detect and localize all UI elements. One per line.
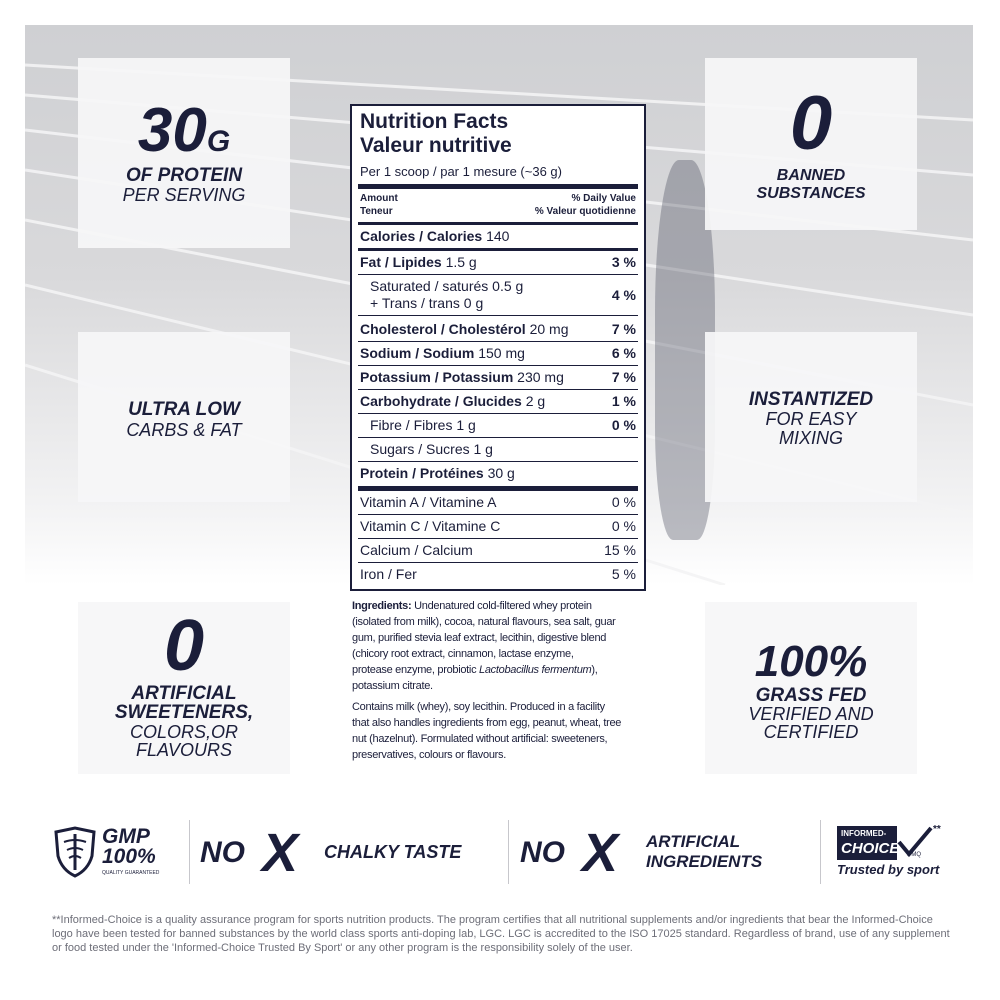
gmp-small: QUALITY GUARANTEED bbox=[102, 870, 160, 876]
gmp-badge bbox=[52, 824, 177, 882]
ingredients-block bbox=[352, 598, 644, 694]
nf-row-protein bbox=[360, 465, 636, 481]
banned-line2: SUBSTANCES bbox=[756, 185, 866, 202]
informed-choice-tagline: Trusted by sport bbox=[837, 862, 940, 877]
caduceus-shield-icon bbox=[52, 826, 98, 878]
nf-row-saturated bbox=[370, 278, 636, 312]
nf-amount-en: Amount bbox=[360, 193, 398, 204]
no-artificial-badge bbox=[520, 822, 810, 882]
nf-amount: 30 g bbox=[487, 465, 515, 481]
nf-divider bbox=[358, 486, 638, 491]
nf-label: Fibre / Fibres 1 g bbox=[370, 417, 476, 433]
nf-divider bbox=[358, 538, 638, 539]
gmp-percent: 100% bbox=[102, 845, 156, 868]
artificial-line4: FLAVOURS bbox=[135, 740, 233, 760]
grassfed-line3: CERTIFIED bbox=[763, 722, 859, 742]
nf-dv: 7 % bbox=[611, 321, 636, 337]
instant-line3: MIXING bbox=[778, 428, 843, 448]
ingredients-heading: Ingredients: bbox=[352, 600, 412, 612]
informed-choice-small: DMQ bbox=[907, 852, 921, 858]
informed-choice-stars: ** bbox=[933, 824, 941, 835]
x-mark-icon: X bbox=[262, 823, 299, 883]
allergen-text: Contains milk (whey), soy lecithin. Produced in a facility bbox=[352, 701, 605, 713]
x-mark-icon: X bbox=[582, 823, 619, 883]
nf-dv: 3 % bbox=[611, 254, 636, 270]
ingredients-label: INGREDIENTS bbox=[646, 852, 763, 871]
nf-label-2: + Trans / trans 0 g bbox=[370, 295, 484, 311]
artificial-line2: SWEETENERS, bbox=[114, 702, 254, 723]
nf-calories-row bbox=[360, 228, 636, 244]
informed-choice-line2: CHOICE bbox=[841, 840, 900, 857]
ingredients-text: (chicory root extract, cinnamon, lactase enzyme, bbox=[352, 648, 574, 660]
no-chalky-badge bbox=[200, 822, 500, 882]
no-label: NO bbox=[520, 836, 565, 869]
nf-title-en: Nutrition Facts bbox=[360, 110, 509, 133]
nf-calories-label: Calories / Calories bbox=[360, 228, 483, 244]
grassfed-line2: VERIFIED AND bbox=[748, 704, 874, 724]
allergen-text: preservatives, colours or flavours. bbox=[352, 749, 506, 761]
nf-label: Saturated / saturés 0.5 g bbox=[370, 278, 524, 294]
nf-divider bbox=[358, 222, 638, 225]
nf-row-sugars bbox=[370, 441, 636, 457]
badge-separator bbox=[820, 820, 821, 884]
tile-instantized bbox=[705, 332, 917, 502]
nf-amount: 230 mg bbox=[517, 369, 564, 385]
ingredients-text: Undenatured cold-filtered whey protein bbox=[414, 600, 592, 612]
nf-label: Sugars / Sucres 1 g bbox=[370, 441, 493, 457]
nf-divider bbox=[358, 365, 638, 366]
artificial-zero: 0 bbox=[163, 606, 205, 686]
nf-dv: 6 % bbox=[611, 345, 636, 361]
nf-dv: 4 % bbox=[611, 287, 636, 303]
nf-dv-en: % Daily Value bbox=[571, 193, 636, 204]
nf-row-iron bbox=[360, 566, 636, 582]
nf-row-fat bbox=[360, 254, 636, 270]
nf-serving: Per 1 scoop / par 1 mesure (~36 g) bbox=[360, 164, 562, 179]
nf-divider bbox=[358, 274, 638, 275]
nf-row-vitamin-a bbox=[360, 494, 636, 510]
tile-grass-fed bbox=[705, 602, 917, 774]
nf-label: Vitamin A / Vitamine A bbox=[360, 494, 497, 510]
artificial-line1: ARTIFICIAL bbox=[131, 683, 237, 704]
nf-row-vitamin-c bbox=[360, 518, 636, 534]
nf-label: Fat / Lipides bbox=[360, 254, 442, 270]
nf-amount-fr: Teneur bbox=[360, 206, 393, 217]
ultralow-line2: CARBS & FAT bbox=[126, 420, 242, 440]
nf-dv: 0 % bbox=[611, 494, 636, 510]
tile-ultra-low bbox=[78, 332, 290, 502]
nf-label: Sodium / Sodium bbox=[360, 345, 475, 361]
nf-row-fibre bbox=[370, 417, 636, 433]
instant-line2: FOR EASY bbox=[765, 409, 857, 429]
nf-divider bbox=[358, 461, 638, 462]
nf-title-fr: Valeur nutritive bbox=[360, 134, 512, 157]
ingredients-text: ), bbox=[591, 664, 598, 676]
nf-divider bbox=[358, 514, 638, 515]
nf-dv: 7 % bbox=[611, 369, 636, 385]
tile-banned bbox=[705, 58, 917, 230]
nf-dv: 0 % bbox=[611, 518, 636, 534]
tile-protein bbox=[78, 58, 290, 248]
grassfed-percent: 100% bbox=[754, 637, 868, 686]
no-label: NO bbox=[200, 836, 245, 869]
ingredients-probiotic: Lactobacillus fermentum bbox=[479, 664, 592, 676]
grassfed-line1: GRASS FED bbox=[755, 685, 867, 706]
nf-header-amount bbox=[360, 192, 636, 218]
nf-divider bbox=[358, 315, 638, 316]
nf-label: Potassium / Potassium bbox=[360, 369, 514, 385]
nf-divider bbox=[358, 437, 638, 438]
ingredients-text: gum, purified stevia leaf extract, lecithin, digestive blend bbox=[352, 632, 607, 644]
allergen-block bbox=[352, 699, 644, 763]
nutrition-facts-table bbox=[350, 104, 646, 591]
nf-dv-fr: % Valeur quotidienne bbox=[534, 206, 636, 217]
gmp-label: GMP bbox=[102, 825, 150, 848]
nf-divider bbox=[358, 184, 638, 189]
nf-row-sodium bbox=[360, 345, 636, 361]
nf-row-carbohydrate bbox=[360, 393, 636, 409]
artificial-line3: COLORS,OR bbox=[129, 722, 239, 742]
nf-calories-value: 140 bbox=[486, 228, 510, 244]
nf-label: Iron / Fer bbox=[360, 566, 417, 582]
nf-amount: 1.5 g bbox=[445, 254, 477, 270]
tile-artificial bbox=[78, 602, 290, 774]
badge-bar bbox=[0, 812, 1000, 892]
nf-divider bbox=[358, 562, 638, 563]
nf-label: Vitamin C / Vitamine C bbox=[360, 518, 501, 534]
nf-dv: 0 % bbox=[611, 417, 636, 433]
protein-line1: OF PROTEIN bbox=[125, 165, 243, 186]
chalky-label: CHALKY TASTE bbox=[324, 842, 462, 862]
nf-amount: 2 g bbox=[525, 393, 546, 409]
nf-divider bbox=[358, 413, 638, 414]
nf-divider bbox=[358, 248, 638, 251]
banned-line1: BANNED bbox=[776, 167, 846, 184]
protein-line2: PER SERVING bbox=[122, 185, 246, 205]
nf-divider bbox=[358, 341, 638, 342]
ingredients-text: potassium citrate. bbox=[352, 680, 433, 692]
badge-separator bbox=[508, 820, 509, 884]
nf-dv: 15 % bbox=[604, 542, 636, 558]
allergen-text: that also handles ingredients from egg, peanut, wheat, tree bbox=[352, 717, 622, 729]
informed-choice-footnote: **Informed-Choice is a quality assurance program for sports nutrition products. The program certifies that all nutritional supplements and/or ingredients that bear the Informed-Choice logo have been tested for banned substances by the world class sports anti-doping lab, LGC. LGC is accredited to the ISO 17025 standard. Regardless of brand, use of any supplement or food tested under the 'Informed-Choice Trusted By Sport' or any other program is the responsibility solely of the user. bbox=[52, 914, 950, 954]
allergen-text: nut (hazelnut). Formulated without artificial: sweeteners, bbox=[352, 733, 608, 745]
nf-label: Protein / Protéines bbox=[360, 465, 484, 481]
nf-amount: 20 mg bbox=[529, 321, 569, 337]
nf-amount: 150 mg bbox=[478, 345, 525, 361]
nf-row-potassium bbox=[360, 369, 636, 385]
nf-dv: 5 % bbox=[611, 566, 636, 582]
badge-separator bbox=[189, 820, 190, 884]
nf-row-cholesterol bbox=[360, 321, 636, 337]
banned-zero: 0 bbox=[789, 81, 833, 166]
ingredients-text: (isolated from milk), cocoa, natural flavours, sea salt, guar bbox=[352, 616, 616, 628]
nf-label: Calcium / Calcium bbox=[360, 542, 473, 558]
ultralow-line1: ULTRA LOW bbox=[128, 399, 240, 420]
ingredients-text: protease enzyme, probiotic bbox=[352, 664, 477, 676]
nf-divider bbox=[358, 389, 638, 390]
nf-row-calcium bbox=[360, 542, 636, 558]
protein-unit: G bbox=[206, 125, 231, 158]
informed-choice-line1: INFORMED- bbox=[841, 829, 887, 838]
nf-label: Cholesterol / Cholestérol bbox=[360, 321, 526, 337]
nf-label: Carbohydrate / Glucides bbox=[360, 393, 522, 409]
protein-amount: 30 bbox=[137, 96, 207, 165]
instant-line1: INSTANTIZED bbox=[748, 389, 874, 410]
informed-choice-logo bbox=[833, 822, 948, 884]
artificial-label: ARTIFICIAL bbox=[646, 832, 741, 851]
nf-dv: 1 % bbox=[611, 393, 636, 409]
